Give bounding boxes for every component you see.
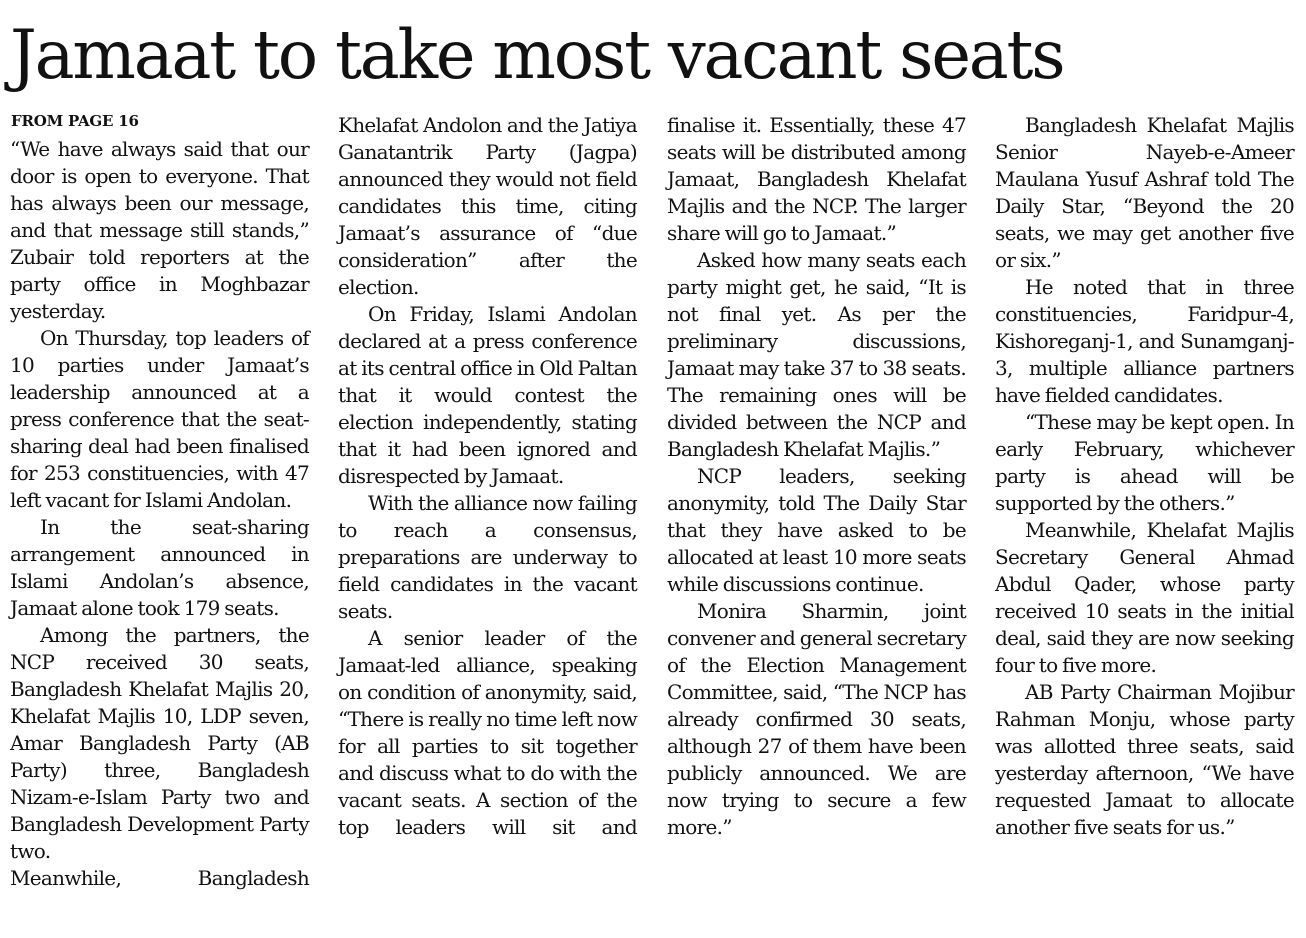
paragraph: Meanwhile, Bangladesh bbox=[10, 866, 309, 890]
headline: Jamaat to take most vacant seats bbox=[10, 16, 1064, 94]
article-column-3 bbox=[667, 112, 966, 841]
paragraph: finalise it. Essentially, these 47 seats will be distributed among Jamaat, Bangladesh Khelafat Majlis and the NCP. The larger share will go to Jamaat.” bbox=[667, 113, 966, 245]
paragraph: “We have always said that our door is open to everyone. That has always been our message, and that message still stands,” Zubair told reporters at the party office in Moghbazar yesterday. bbox=[10, 137, 309, 323]
article-column-4 bbox=[995, 112, 1294, 841]
paragraph: Bangladesh Khelafat Majlis Senior Nayeb-e-Ameer Maulana Yusuf Ashraf told The Daily Star, “Beyond the 20 seats, we may get another five or six.” bbox=[995, 113, 1294, 272]
paragraph: NCP leaders, seeking anonymity, told The Daily Star that they have asked to be allocated at least 10 more seats while discussions continue. bbox=[667, 464, 966, 596]
paragraph: “These may be kept open. In early February, whichever party is ahead will be supported by the others.” bbox=[995, 410, 1294, 515]
paragraph: On Thursday, top leaders of 10 parties under Jamaat’s leadership announced at a press conference that the seat-sharing deal had been finalised for 253 constituencies, with 47 left vacant for Islami Andolan. bbox=[10, 326, 309, 512]
from-page-kicker: FROM PAGE 16 bbox=[11, 112, 139, 130]
paragraph: Khelafat Andolon and the Jatiya Ganatantrik Party (Jagpa) announced they would not field candidates this time, citing Jamaat’s assurance of “due consideration” after the election. bbox=[338, 113, 637, 299]
paragraph: Meanwhile, Khelafat Majlis Secretary General Ahmad Abdul Qader, whose party received 10 seats in the initial deal, said they are now seeking four to five more. bbox=[995, 518, 1294, 677]
article-column-2 bbox=[338, 112, 637, 841]
paragraph: AB Party Chairman Mojibur Rahman Monju, whose party was allotted three seats, said yesterday afternoon, “We have requested Jamaat to allocate another five seats for us.” bbox=[995, 680, 1294, 839]
paragraph: He noted that in three constituencies, Faridpur-4, Kishoreganj-1, and Sunamganj-3, multiple alliance partners have fielded candidates. bbox=[995, 275, 1294, 407]
paragraph: A senior leader of the Jamaat-led alliance, speaking on condition of anonymity, said, “There is really no time left now for all parties to sit together and discuss what to do with the vacant seats. A section of the top leaders will sit and bbox=[338, 626, 637, 839]
paragraph: Among the partners, the NCP received 30 seats, Bangladesh Khelafat Majlis 20, Khelafat Majlis 10, LDP seven, Amar Bangladesh Party (AB Party) three, Bangladesh Nizam-e-Islam Party two and Bangladesh Development Party two. bbox=[10, 623, 309, 863]
article-column-1 bbox=[10, 136, 309, 892]
paragraph: Monira Sharmin, joint convener and general secretary of the Election Management Committee, said, “The NCP has already confirmed 30 seats, although 27 of them have been publicly announced. We are now trying to secure a few more.” bbox=[667, 599, 966, 839]
paragraph: In the seat-sharing arrangement announced in Islami Andolan’s absence, Jamaat alone took 179 seats. bbox=[10, 515, 309, 620]
paragraph: Asked how many seats each party might get, he said, “It is not final yet. As per the preliminary discussions, Jamaat may take 37 to 38 seats. The remaining ones will be divided between the NCP and Bangladesh Khelafat Majlis.” bbox=[667, 248, 966, 461]
paragraph: With the alliance now failing to reach a consensus, preparations are underway to field candidates in the vacant seats. bbox=[338, 491, 637, 623]
paragraph: On Friday, Islami Andolan declared at a press conference at its central office in Old Paltan that it would contest the election independently, stating that it had been ignored and disrespected by Jamaat. bbox=[338, 302, 638, 488]
